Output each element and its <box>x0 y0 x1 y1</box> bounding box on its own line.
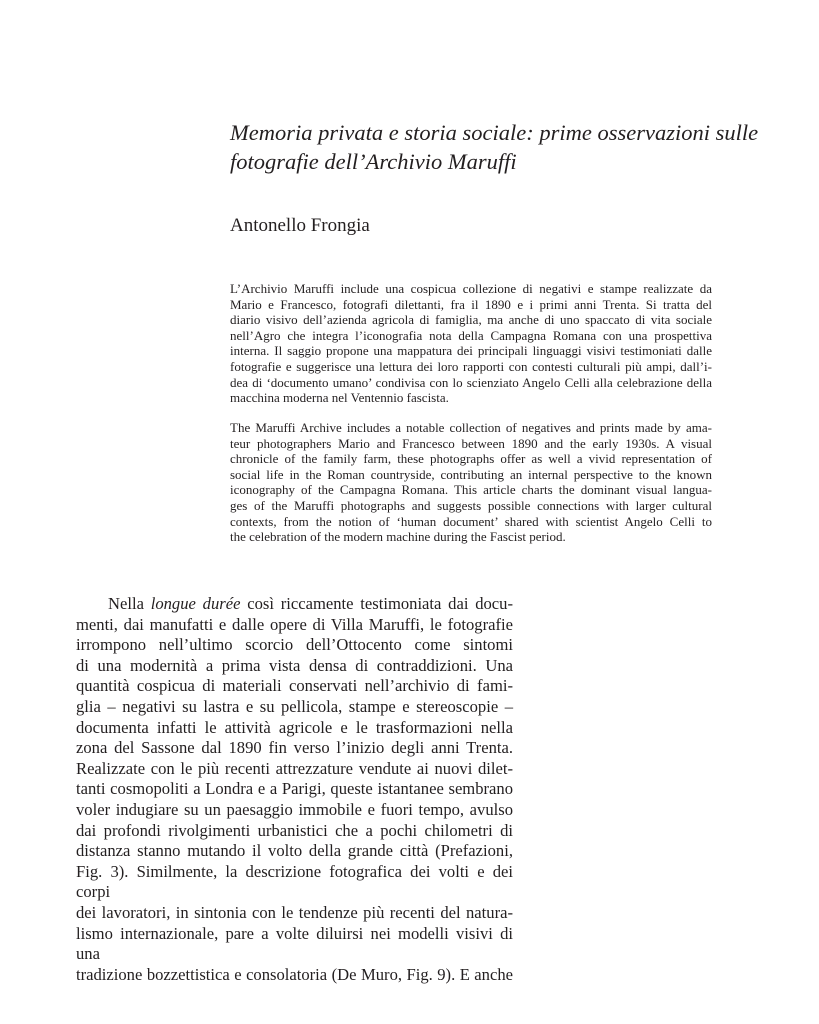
abstract-line: diario visivo dell’azienda agricola di famiglia, ma anche di uno spaccato di vita sociale <box>230 312 712 328</box>
body-line: menti, dai manufatti e dalle opere di Villa Maruffi, le fotografie <box>76 614 513 634</box>
abstract-line: teur photographers Mario and Francesco between 1890 and the early 1930s. A visual <box>230 435 712 451</box>
abstract-english <box>230 420 712 545</box>
body-paragraph <box>76 594 513 985</box>
abstract-line: iconography of the Campagna Romana. This article charts the dominant visual langua- <box>230 482 712 498</box>
abstract-line: social life in the Roman countryside, contributing an internal perspective to the known <box>230 466 712 482</box>
body-line: lismo internazionale, pare a volte diluirsi nei modelli visivi di una <box>76 923 513 964</box>
abstract-italian <box>230 281 712 406</box>
abstract-line: dea di ‘documento umano’ condivisa con lo scienziato Angelo Celli alla celebrazione della <box>230 374 712 390</box>
body-line: tradizione bozzettistica e consolatoria (De Muro, Fig. 9). E anche <box>76 964 513 984</box>
body-line: quantità cospicua di materiali conservati nell’archivio di fami- <box>76 676 513 696</box>
body-line: zona del Sassone dal 1890 fin verso l’inizio degli anni Trenta. <box>76 738 513 758</box>
body-line: distanza stanno mutando il volto della grande città (Prefazioni, <box>76 841 513 861</box>
abstract-line: L’Archivio Maruffi include una cospicua collezione di negativi e stampe realizzate da <box>230 281 712 296</box>
body-line: glia – negativi su lastra e su pellicola, stampe e stereoscopie – <box>76 696 513 716</box>
italic-term: longue durée <box>150 594 241 613</box>
abstract-line: chronicle of the family farm, these photographs offer as well a vivid representation of <box>230 451 712 467</box>
article-title-line: fotografie dell’Archivio Maruffi <box>230 149 517 174</box>
abstract-line: Mario e Francesco, fotografi dilettanti, fra il 1890 e i primi anni Trenta. Si tratta del <box>230 296 712 312</box>
body-text-run: così riccamente testimoniata dai docu- <box>240 594 513 613</box>
abstract-line: the celebration of the modern machine during the Fascist period. <box>230 529 566 545</box>
abstract-line: The Maruffi Archive includes a notable collection of negatives and prints made by ama- <box>230 420 712 435</box>
article-title-line: Memoria privata e storia sociale: prime osservazioni sulle <box>230 120 759 145</box>
body-line: dai profondi rivolgimenti urbanistici che a pochi chilometri di <box>76 820 513 840</box>
body-line: dei lavoratori, in sintonia con le tendenze più recenti del natura- <box>76 902 513 922</box>
abstract-line: ges of the Maruffi photographs and suggests possible connections with larger cultural <box>230 497 712 513</box>
abstract-line: nell’Agro che integra l’iconografia nota della Campagna Romana con una prospettiva <box>230 327 712 343</box>
body-line: voler indugiare su un paesaggio immobile e fuori tempo, avulso <box>76 799 513 819</box>
abstract-line: macchina moderna nel Ventennio fascista. <box>230 390 449 406</box>
abstract-line: interna. Il saggio propone una mappatura dei principali linguaggi visivi testimoniati dalle <box>230 343 712 359</box>
body-line: irrompono nell’ultimo scorcio dell’Ottocento come sintomi <box>76 635 513 655</box>
body-line: tanti cosmopoliti a Londra e a Parigi, queste istantanee sembrano <box>76 779 513 799</box>
abstract-line: fotografie e suggerisce una lettura dei loro rapporti con contesti culturali più ampi, dall’i- <box>230 358 712 374</box>
abstract-line: contexts, from the notion of ‘human document’ shared with scientist Angelo Celli to <box>230 513 712 529</box>
body-line <box>76 594 513 615</box>
body-line: Fig. 3). Similmente, la descrizione fotografica dei volti e dei corpi <box>76 861 513 902</box>
body-line: Realizzate con le più recenti attrezzature vendute ai nuovi dilet- <box>76 758 513 778</box>
body-text-run: Nella <box>108 594 151 613</box>
article-title <box>230 118 770 176</box>
body-line: documenta infatti le attività agricole e le trasformazioni nella <box>76 717 513 737</box>
author-name: Antonello Frongia <box>230 215 370 236</box>
body-line: di una modernità a prima vista densa di contraddizioni. Una <box>76 655 513 675</box>
